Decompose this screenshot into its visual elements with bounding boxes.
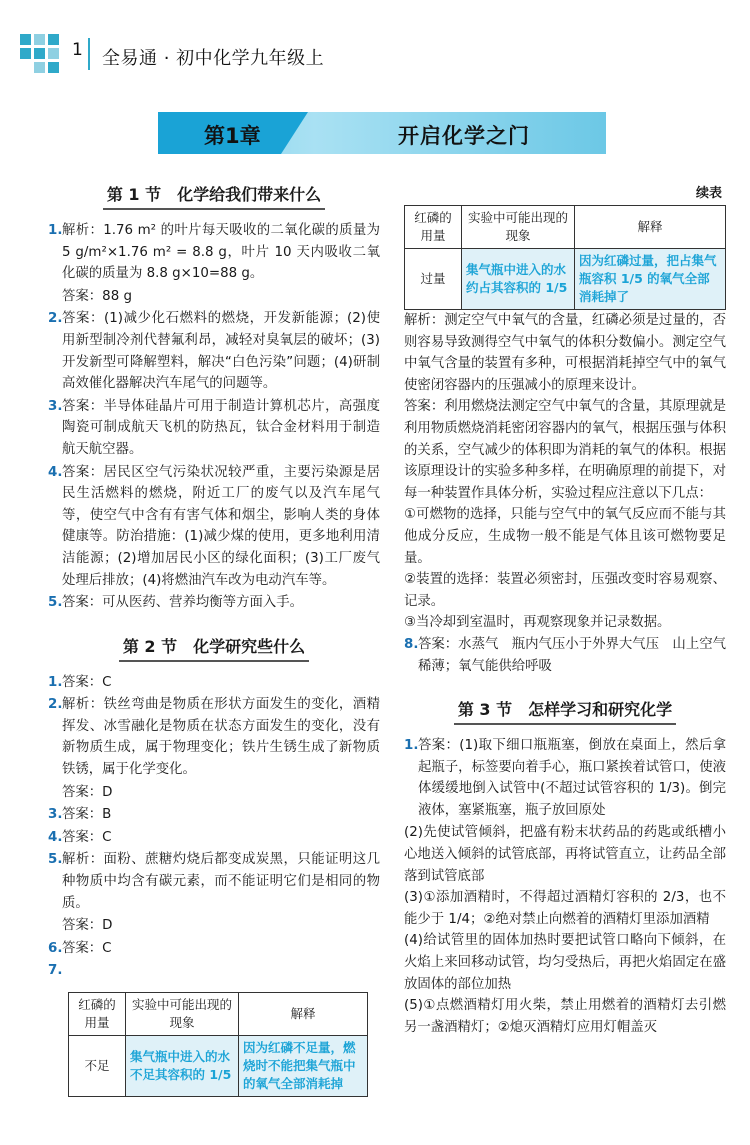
answer-item: 1. 答案：(1)取下细口瓶瓶塞，倒放在桌面上，然后拿起瓶子，标签要向着手心，瓶口紧挨着试管口，使液体缓缓地倒入试管中(不超过试管容积的 1/3)。倒完液体，塞紧瓶塞，瓶子放回原处 — [404, 738, 726, 818]
answer-paragraph: 答案：利用燃烧法测定空气中氧气的含量，其原理就是利用物质燃烧消耗密闭容器内的氧气，根据压强与体积的关系，空气减少的体积即为消耗的氧气的体积。根据该原理设计的实验多种多样，在明确原理的前提下，对每一种装置作具体分析，实验过程应注意以下几点： — [404, 399, 726, 501]
answer-item: 2. 解析：铁丝弯曲是物质在形状方面发生的变化，酒精挥发、冰雪融化是物质在状态方面发生的变化，没有新物质生成，属于物理变化；铁片生锈生成了新物质铁锈，属于化学变化。 — [48, 697, 380, 778]
answer-item: 4. 答案：居民区空气污染状况较严重，主要污染源是居民生活燃料的燃烧，附近工厂的废气以及汽车尾气等，使空气中含有有害气体和烟尘，影响人类的身体健康等。防治措施：(1)减少煤的使用，更多地利用清洁能源；(2)增加居民小区的绿化面积；(3)工厂废气处理后排放；(4)将燃油汽车改为电动汽车等。 — [48, 464, 380, 588]
page-number: 1 — [72, 40, 83, 60]
point-paragraph: ③当冷却到室温时，再观察现象并记录数据。 — [404, 615, 671, 631]
page-header — [0, 0, 750, 80]
answer-item: 5. 解析：面粉、蔗糖灼烧后都变成炭黑，只能证明这几种物质中均含有碳元素，而不能证明它们是相同的物质。 — [48, 852, 380, 911]
answer-item: 答案：88 g — [62, 288, 132, 304]
answer-item: 3. 答案：半导体硅晶片可用于制造计算机芯片，高强度陶瓷可制成航天飞机的防热瓦，钛合金材料用于制造航天航空器。 — [48, 398, 380, 457]
answer-item: 3. 答案：B — [48, 807, 112, 823]
chapter-title: 开启化学之门 — [398, 124, 530, 148]
header-divider — [88, 38, 90, 70]
chapter-number: 第1章 — [204, 124, 261, 148]
section-heading: 第 2 节 化学研究些什么 — [48, 634, 380, 662]
phosphorus-table-continued: 红磷的用量 实验中可能出现的现象 解释 过量 集气瓶中进入的水约占其容积的 1/5 因为红磷过量，把占集气瓶容积 1/5 的氧气全部消耗掉了 — [404, 205, 726, 310]
answer-item: 1. 答案：C — [48, 674, 112, 690]
step-paragraph: (2)先使试管倾斜，把盛有粉末状药品的药匙或纸槽小心地送入倾斜的试管底部，再将试管直立，让药品全部落到试管底部 — [404, 825, 726, 884]
book-title: 全易通 · 初中化学九年级上 — [102, 48, 325, 69]
section-heading: 第 1 节 化学给我们带来什么 — [48, 182, 380, 210]
point-paragraph: ②装置的选择：装置必须密封，压强改变时容易观察、记录。 — [404, 572, 726, 609]
step-paragraph: (5)①点燃酒精灯用火柴，禁止用燃着的酒精灯去引燃另一盏酒精灯；②熄灭酒精灯应用灯帽盖灭 — [404, 998, 726, 1035]
answer-item: 7. — [48, 963, 63, 979]
step-paragraph: (3)①添加酒精时，不得超过酒精灯容积的 2/3，也不能少于 1/4；②绝对禁止向燃着的酒精灯里添加酒精 — [404, 890, 726, 927]
continued-label: 续表 — [695, 186, 722, 201]
answer-item: 答案：D — [62, 918, 113, 934]
answer-item: 6. 答案：C — [48, 940, 112, 956]
phosphorus-table: 红磷的用量 实验中可能出现的现象 解释 不足 集气瓶中进入的水不足其容积的 1/5 因为红磷不足量，燃烧时不能把集气瓶中的氧气全部消耗掉 — [68, 992, 368, 1097]
right-column — [404, 160, 726, 1038]
answer-item: 1. 解析：1.76 m² 的叶片每天吸收的二氧化碳的质量为 5 g/m²×1.76 m² = 8.8 g，叶片 10 天内吸收二氧化碳的质量为 8.8 g×10=88 g。 — [48, 223, 380, 282]
analysis-paragraph: 解析：测定空气中氧气的含量，红磷必须是过量的，否则容易导致测得空气中氧气的体积分数偏小。测定空气中氧气含量的装置有多种，可根据消耗掉空气中的氧气使密闭容器内的压强减小的原理来设计。 — [404, 313, 726, 393]
chapter-banner — [158, 112, 606, 154]
answer-item: 4. 答案：C — [48, 829, 112, 845]
answer-item: 答案：D — [62, 784, 113, 800]
section-heading: 第 3 节 怎样学习和研究化学 — [404, 697, 726, 725]
answer-item: 5. 答案：可从医药、营养均衡等方面入手。 — [48, 595, 304, 611]
step-paragraph: (4)给试管里的固体加热时要把试管口略向下倾斜，在火焰上来回移动试管，均匀受热后，再把火焰固定在盛放固体的部位加热 — [404, 933, 726, 992]
answer-item: 8. 答案：水蒸气 瓶内气压小于外界大气压 山上空气稀薄；氧气能供给呼吸 — [404, 636, 726, 674]
point-paragraph: ①可燃物的选择，只能与空气中的氧气反应而不能与其他成分反应，生成物一般不能是气体且该可燃物要足量。 — [404, 507, 726, 566]
left-column — [48, 160, 380, 1097]
answer-item: 2. 答案：(1)减少化石燃料的燃烧，开发新能源；(2)使用新型制冷剂代替氟利昂，减轻对臭氧层的破坏；(3)开发新型可降解塑料，解决“白色污染”问题；(4)研制高效催化器解决汽车尾气的问题等。 — [48, 311, 380, 392]
